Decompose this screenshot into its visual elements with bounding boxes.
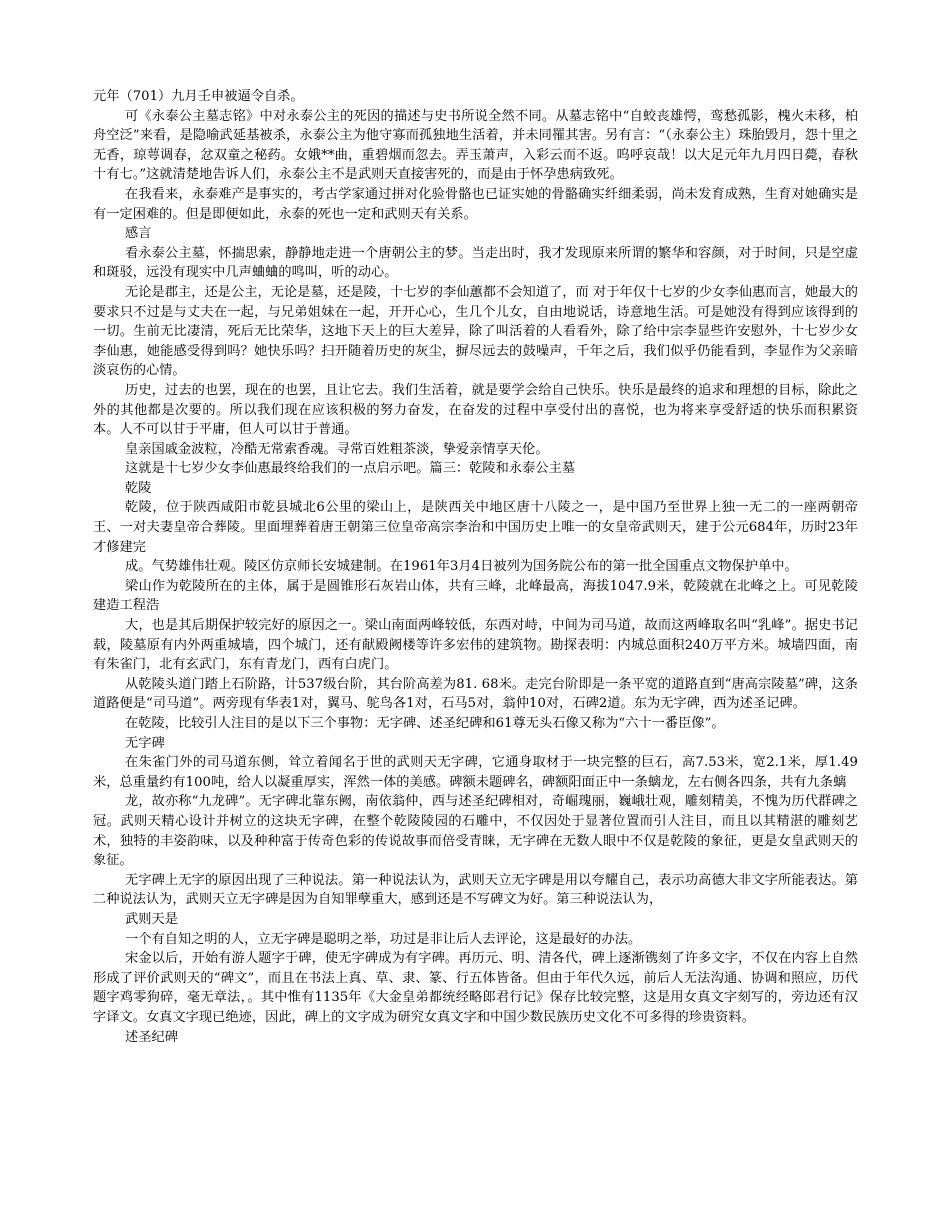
paragraph: 无字碑上无字的原因出现了三种说法。第一种说法认为，武则天立无字碑是用以夸耀自己，表示功高德大非文字所能表达。第二种说法认为，武则天立无字碑是因为自知罪孽重大，感到还是不写碑文为好。第三种说法认为， — [93, 872, 858, 908]
section-heading: 感言 — [125, 226, 152, 242]
paragraph: 大，也是其后期保护较完好的原因之一。梁山南面两峰较低，东西对峙，中间为司马道，故而这两峰取名叫“乳峰”。据史书记载，陵墓原有内外两重城墙，四个城门，还有献殿阙楼等许多宏伟的建筑物。勘探表明：内城总面积240万平方米。城墙四面，南有朱雀门，北有玄武门，东有青龙门，西有白虎门。 — [93, 618, 858, 673]
paragraph: 一个有自知之明的人，立无字碑是聪明之举，功过是非让后人去评论，这是最好的办法。 — [125, 931, 642, 947]
paragraph: 看永泰公主墓，怀揣思索，静静地走进一个唐朝公主的梦。当走出时，我才发现原来所谓的繁华和容颜，对于时间，只是空虚和斑驳，远没有现实中几声蛐蛐的鸣叫，听的动心。 — [93, 245, 858, 281]
section-heading: 乾陵 — [125, 480, 152, 496]
paragraph: 龙，故亦称“九龙碑”。无字碑北靠东阙，南依翁仲，西与述圣纪碑相对，奇崛瑰丽，巍峨壮观，雕刻精美，不愧为历代群碑之冠。武则天精心设计并树立的这块无字碑，在整个乾陵陵园的石雕中，不仅因处于显著位置而引人注目，而且以其精湛的雕刻艺术，独特的丰姿韵味，以及种种富于传奇色彩的传说故事而倍受青睐，无字碑在无数人眼中不仅是乾陵的象征，更是女皇武则天的象征。 — [93, 794, 858, 869]
section-heading: 述圣纪碑 — [125, 1029, 178, 1045]
paragraph: 乾陵，位于陕西咸阳市乾县城北6公里的梁山上，是陕西关中地区唐十八陵之一，是中国乃至世界上独一无二的一座两朝帝王、一对夫妻皇帝合葬陵。里面埋葬着唐王朝第三位皇帝高宗李治和中国历史上唯一的女皇帝武则天，建于公元684年，历时23年才修建完 — [93, 500, 858, 555]
paragraph: 皇亲国戚金波粒，冷酷无常索香魂。寻常百姓粗茶淡，挚爱亲情享天伦。 — [125, 441, 549, 457]
paragraph: 历史，过去的也罢，现在的也罢，且让它去。我们生活着，就是要学会给自己快乐。快乐是最终的追求和理想的目标，除此之外的其他都是次要的。所以我们现在应该积极的努力奋发，在奋发的过程中享受付出的喜悦，也为将来享受舒适的快乐而积累资本。人不可以甘于平庸，但人可以甘于普通。 — [93, 382, 858, 438]
paragraph: 宋金以后，开始有游人题字于碑，使无字碑成为有字碑。再历元、明、清各代，碑上逐渐镌刻了许多文字，不仅在内容上自然形成了评价武则天的“碑文”，而且在书法上真、草、隶、篆、行五体皆备。但由于年代久远，前后人无法沟通、协调和照应，历代题字鸡零狗碎，毫无章法，。其中惟有1135年《大金皇弟都统经略郎君行记》保存比较完整，这是用女真文字刻写的，旁边还有汉字译文。女真文字现已绝迹，因此，碑上的文字成为研究女真文字和中国少数民族历史文化不可多得的珍贵资料。 — [93, 951, 858, 1025]
section-heading: 无字碑 — [125, 735, 165, 751]
paragraph: 从乾陵头道门踏上石阶路，计537级台阶，其台阶高差为81. 68米。走完台阶即是一条平宽的道路直到“唐高宗陵墓”碑，这条道路便是“司马道”。两旁现有华表1对，翼马、鸵鸟各1对，石马5对，翁仲10对，石碑2道。东为无字碑，西为述圣记碑。 — [93, 676, 858, 712]
paragraph: 元年（701）九月壬申被逼令自杀。 — [93, 89, 304, 104]
paragraph: 成。气势雄伟壮观。陵区仿京师长安城建制。在1961年3月4日被列为国务院公布的第一批全国重点文物保护单中。 — [125, 559, 798, 575]
paragraph: 无论是郡主，还是公主，无论是墓，还是陵，十七岁的李仙蕙都不会知道了，而 对于年仅十七岁的少女李仙惠而言，她最大的要求只不过是与丈夫在一起，与兄弟姐妹在一起，开开心心，生几个儿女，自由地说话，诗意地生活。可是她没有得到应该得到的一切。生前无比凄清，死后无比荣华，这地下天上的巨大差异，除了叫活着的人看看外，除了给中宗李显些许安慰外，十七岁少女李仙惠，她能感受得到吗？她快乐吗？扫开随着历史的灰尘，摒尽远去的鼓噪声，千年之后，我们似乎仍能看到，李显作为父亲暗淡哀伤的心情。 — [93, 284, 858, 379]
paragraph: 在朱雀门外的司马道东侧，耸立着闻名于世的武则天无字碑，它通身取材于一块完整的巨石，高7.53米，宽2.1米，厚1.49米，总重量约有100吨，给人以凝重厚实，浑然一体的美感。碑额未题碑名，碑额阳面正中一条螭龙，左右侧各四条，共有九条螭 — [93, 755, 858, 790]
paragraph: 在乾陵，比较引人注目的是以下三个事物：无字碑、述圣纪碑和61尊无头石像又称为“六十一番臣像”。 — [125, 716, 725, 731]
paragraph: 武则天是 — [125, 911, 178, 927]
paragraph: 在我看来，永泰难产是事实的，考古学家通过拼对化验骨骼也已证实她的骨骼确实纤细柔弱，尚未发育成熟，生育对她确实是有一定困难的。但是即便如此，永泰的死也一定和武则天有关系。 — [93, 186, 858, 222]
document-body — [93, 87, 858, 1047]
paragraph: 可《永泰公主墓志铭》中对永泰公主的死因的描述与史书所说全然不同。从墓志铭中“自蛟丧雄愕，鸾愁孤影，槐火未移，柏舟空泛”来看，是隐喻武延基被杀，永泰公主为他守寡而孤独地生活着，并未同罹其害。另有言：“（永泰公主）珠胎毁月，怨十里之无香，琼萼调春，忿双童之秘药。女娥**曲，重碧烟而忽去。弄玉萧声，入彩云而不返。呜呼哀哉！以大足元年九月四日薨，春秋十有七。”这就清楚地告诉人们，永泰公主不是武则天直接害死的，而是由于怀孕患病致死。 — [93, 108, 858, 183]
paragraph: 这就是十七岁少女李仙惠最终给我们的一点启示吧。篇三：乾陵和永泰公主墓 — [125, 461, 576, 477]
paragraph: 梁山作为乾陵所在的主体，属于是圆锥形石灰岩山体，共有三峰，北峰最高，海拔1047.9米，乾陵就在北峰之上。可见乾陵建造工程浩 — [93, 578, 858, 614]
